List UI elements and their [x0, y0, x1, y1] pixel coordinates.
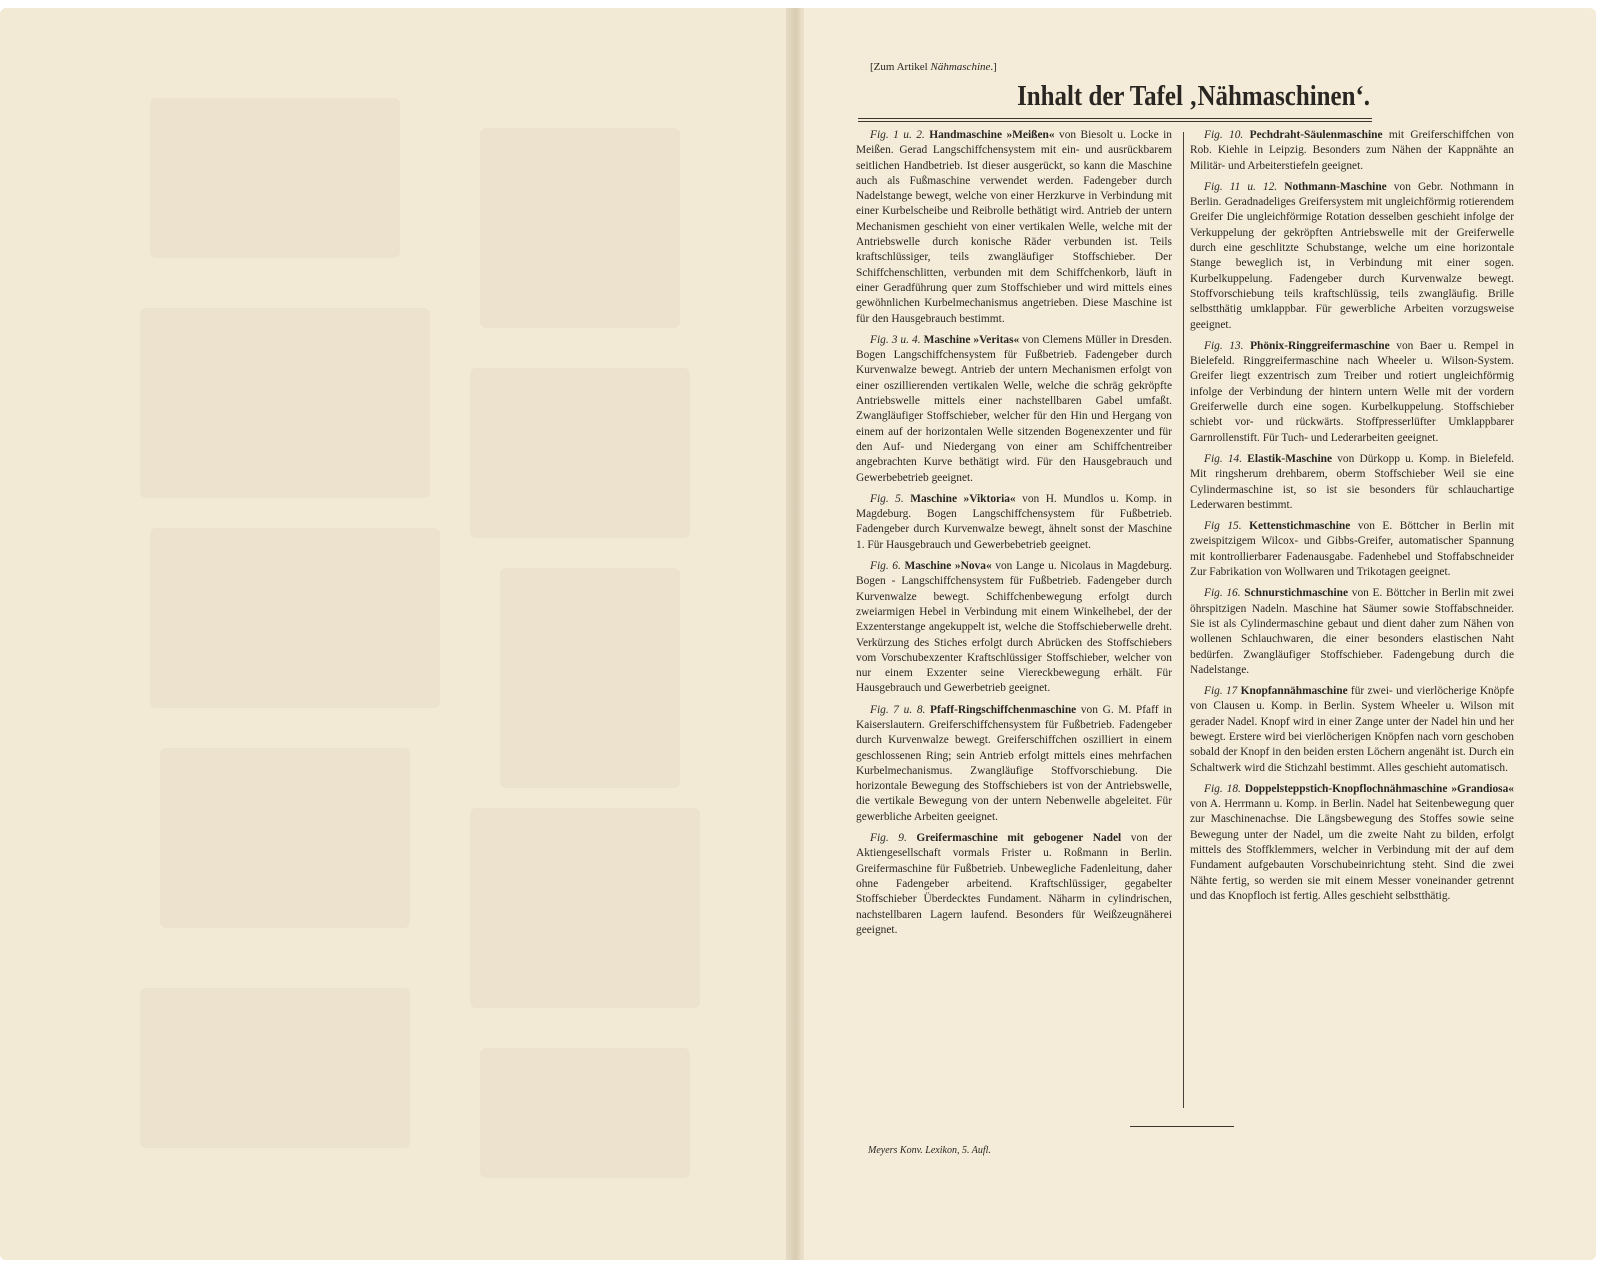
article-reference: [Zum Artikel Nähmaschine.] [870, 61, 997, 73]
figure-entry: Fig. 13. Phönix-Ringgreifermaschine von Baer u. Rempel in Bielefeld. Ringgreifermaschine nach Wheeler u. Wilson-System. Greifer liegt exzentrisch zum Treiber und rotiert ungleichförmig infolge der Verbindung der hintern untern Welle mit der vordern Greiferwelle durch eine sogen. Kurbelkuppelung. Stoffschieber schiebt vor- und rückwärts. Stoffpresserlüfter Umklappbarer Garnrollenstift. Für Tuch- und Lederarbeiten geeignet. [1190, 339, 1514, 444]
show-through-shape [150, 98, 400, 258]
publisher-footer: Meyers Konv. Lexikon, 5. Aufl. [868, 1145, 991, 1156]
figure-entry: Fig. 9. Greifermaschine mit gebogener Nadel von der Aktiengesellschaft vormals Frister u. Roßmann in Berlin. Greifermaschine für Fußbetrieb. Unbewegliche Fadenleitung, daher ohne Fadengeber arbeitend. Kraftschlüssiger, gegabelter Stoffschieber Überdecktes Fundament. Näharm in cylindrischen, nachstellbaren Lagern laufend. Besonders für Weißzeugnäherei geeignet. [856, 832, 1172, 936]
figure-entry: Fig 15. Kettenstichmaschine von E. Böttcher in Berlin mit zweispitzigem Wilcox- und Gibbs-Greifer, automatischer Spannung mit kontrollierbarer Fadenausgabe. Fadenhebel und Stoffabschneider Zur Fabrikation von Wollwaren und Trikotagen geeignet. [1190, 520, 1514, 579]
figure-entry: Fig. 17 Knopfannähmaschine für zwei- und vierlöcherige Knöpfe von Clausen u. Komp. in Berlin. System Wheeler u. Wilson mit gerader Nadel. Knopf wird in einer Zange unter der Nadel hin und her bewegt. Erstere wird bei vierlöcherigen Knöpfen nach vorn geschoben sobald der Knopf in den beiden ersten Löchern angenäht ist. Durch ein Schaltwerk wird die Stichzahl bestimmt. Alles geschieht automatisch. [1190, 685, 1514, 774]
title-rule [858, 118, 1372, 119]
show-through-shape [140, 988, 410, 1148]
figure-entry: Fig. 14. Elastik-Maschine von Dürkopp u. Komp. in Bielefeld. Mit ringsherum drehbarem, oberm Stoffschieber Weil sie eine Cylindermaschine ist, so ist sie besonders für schlauchartige Lederwaren bestimmt. [1190, 452, 1514, 511]
left-page-blank-reverse [0, 8, 790, 1260]
figure-entry: Fig. 10. Pechdraht-Säulenmaschine mit Greiferschiffchen von Rob. Kiehle in Leipzig. Besonders zum Nähen der Kappnähte an Militär- und Arbeiterstiefeln geeignet. [1190, 129, 1514, 172]
figure-entry: Fig. 18. Doppelsteppstich-Knopflochnähmaschine »Grandiosa« von A. Herrmann u. Komp. in Berlin. Nadel hat Seitenbewegung quer zur Maschinenachse. Die Längsbewegung des Stoffes sowie seine Bewegung unter der Nadel, um die zweite Naht zu bilden, erfolgt mittels des Stoffklemmers, welcher in Verbindung mit der auf dem Fundament aufgebauten Vorschubeinrichtung steht. Sind die zwei Nähte fertig, so werden sie mit einem Messer voneinander getrennt und das Knopfloch ist fertig. Alles geschieht selbstthätig. [1190, 782, 1514, 902]
page-title: Inhalt der Tafel ‚Nähmaschinen‘. [1017, 80, 1370, 112]
text-column-left [856, 128, 1172, 944]
closing-rule [1130, 1126, 1234, 1127]
show-through-shape [500, 568, 680, 788]
show-through-shape [150, 528, 440, 708]
show-through-shape [160, 748, 410, 928]
column-divider [1183, 132, 1184, 1108]
show-through-shape [480, 128, 680, 328]
show-through-shape [140, 308, 430, 498]
figure-entry: Fig. 5. Maschine »Viktoria« von H. Mundlos u. Komp. in Magdeburg. Bogen Langschiffchensystem für Fußbetrieb. Fadengeber durch Kurvenwalze bewegt, ähnelt sonst der Maschine 1. Für Hausgebrauch und Gewerbebetrieb geeignet. [856, 492, 1172, 551]
figure-entry: Fig. 7 u. 8. Pfaff-Ringschiffchenmaschine von G. M. Pfaff in Kaiserslautern. Greiferschiffchensystem für Fußbetrieb. Fadengeber durch Kurvenwalze bewegt. Greiferschiffchen oszilliert in einem geschlossenen Ring; sein Antrieb erfolgt mittels eines mehrfachen Kurbelmechanismus. Zwangläufige Stoffvorschiebung. Die horizontale Bewegung des Stoffschiebers ist von der Antriebswelle, die vertikale Bewegung von der untern Nebenwelle abgeleitet. Für gewerbliche Arbeiten geeignet. [856, 703, 1172, 823]
figure-entry: Fig. 11 u. 12. Nothmann-Maschine von Gebr. Nothmann in Berlin. Geradnadeliges Greifersystem mit ungleichförmig rotierendem Greifer Die ungleichförmige Rotation desselben geschieht infolge der Verkuppelung der gekröpften Antriebswelle mit der Greiferwelle durch eine geschlitzte Schubstange, welche um eine horizontale Stange beweglich ist, in Verbindung mit einer sogen. Kurbelkuppelung. Fadengeber durch Kurvenwalze bewegt. Stoffvorschiebung teils kraftschlüssig, teils zwangläufig. Brille selbstthätig umklappbar. Für gewerbliche Arbeiten vorzugsweise geeignet. [1190, 180, 1514, 331]
figure-entry: Fig. 16. Schnurstichmaschine von E. Böttcher in Berlin mit zwei öhrspitzigen Nadeln. Maschine hat Säumer sowie Stoffabschneider. Sie ist als Cylindermaschine gebaut und dient daher zum Nähen von wollenen Schlauchwaren, die einer besonders elastischen Naht bedürfen. Zwangläufiger Stoffschieber. Fadengebung durch die Nadelstange. [1190, 587, 1514, 676]
figure-entry: Fig. 1 u. 2. Handmaschine »Meißen« von Biesolt u. Locke in Meißen. Gerad Langschiffchensystem mit ein- und ausrückbarem seitlichen Handbetrieb. Ist dieser ausgerückt, so kann die Maschine auch als Fußmaschine verwendet werden. Fadengeber durch Nadelstange bewegt, welche von einer Herzkurve in Verbindung mit einer Kurbelscheibe und Reibrolle bethätigt wird. Antrieb der untern Mechanismen geschieht von einer vertikalen Welle, welche mit der Antriebswelle durch konische Räder verbunden ist. Teils kraftschlüssiger, teils zwangläufiger Stoffschieber. Der Schiffchenschlitten, verbunden mit dem Schiffchenkorb, läuft in einer Geradführung quer zum Stoffschieber und wird mittels eines gewöhnlichen Kurbelmechanismus angetrieben. Diese Maschine ist für den Hausgebrauch bestimmt. [856, 129, 1172, 325]
figure-entry: Fig. 6. Maschine »Nova« von Lange u. Nicolaus in Magdeburg. Bogen - Langschiffchensystem für Fußbetrieb. Fadengeber durch Kurvenwalze bewegt. Schiffchenbewegung erfolgt durch zweiarmigen Hebel in Verbindung mit einem Winkelhebel, der der Exzenterstange angekuppelt ist, welche die Stoffschieberwelle dreht. Verkürzung des Stiches erfolgt durch Abrücken des Stoffschiebers vom Vorschubexzenter Kraftschlüssiger Stoffschieber, welcher von nur einem Exzenter seine Viereckbewegung erhält. Für Hausgebrauch und Gewerbetrieb geeignet. [856, 560, 1172, 695]
figure-entry: Fig. 3 u. 4. Maschine »Veritas« von Clemens Müller in Dresden. Bogen Langschiffchensystem für Fußbetrieb. Fadengeber durch Kurvenwalze bewegt. Antrieb der untern Mechanismen erfolgt von einer oszillierenden vertikalen Welle, welche die schräg gekröpfte Antriebswelle mittels einer nachstellbaren Gabel umfaßt. Zwangläufiger Stoffschieber, welcher für den Hin und Hergang von einem auf der horizontalen Welle sitzenden Bogenexzenter und für den Auf- und Niedergang von einer am Schiffchentreiber angebrachten Kurve bethätigt wird. Für den Hausgebrauch und Gewerbebetrieb geeignet. [856, 333, 1172, 484]
show-through-shape [470, 368, 690, 538]
show-through-shape [470, 808, 700, 1008]
show-through-shape [480, 1048, 690, 1178]
title-rule [858, 121, 1372, 122]
text-column-right [1190, 128, 1514, 910]
